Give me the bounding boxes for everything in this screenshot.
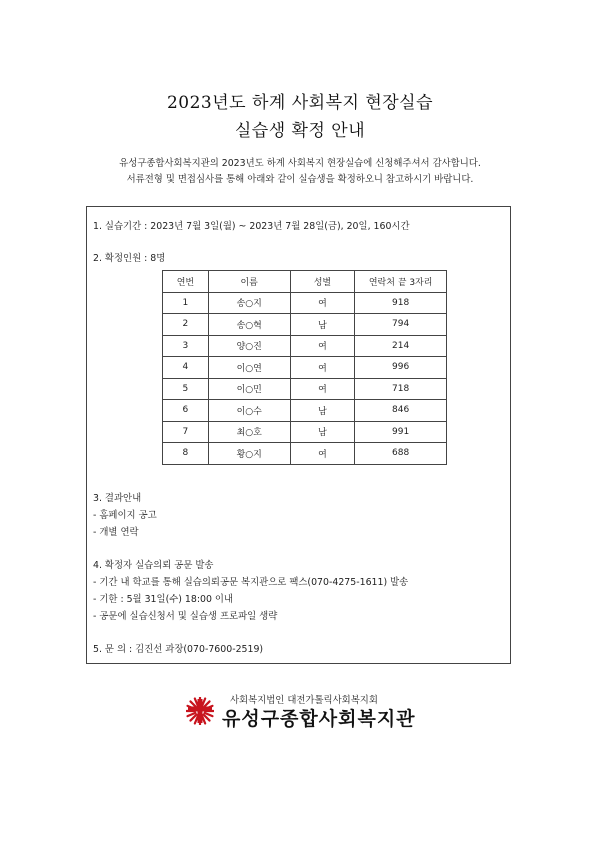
section-count: 2. 확정인원 : 8명 (93, 253, 166, 264)
cell-gender: 남 (290, 421, 355, 443)
table-row (163, 378, 447, 400)
cell-gender: 여 (290, 292, 355, 314)
cell-name: 이○수 (208, 400, 290, 422)
header-gender: 성별 (290, 271, 355, 293)
cell-name: 송○혁 (208, 314, 290, 336)
cell-number: 5 (163, 378, 209, 400)
table-row (163, 335, 447, 357)
table-row (163, 400, 447, 422)
cell-phone: 991 (355, 421, 447, 443)
header-name: 이름 (208, 271, 290, 293)
cell-number: 7 (163, 421, 209, 443)
cell-gender: 남 (290, 314, 355, 336)
cell-gender: 남 (290, 400, 355, 422)
cell-name: 이○민 (208, 378, 290, 400)
cell-name: 이○연 (208, 357, 290, 379)
cell-phone: 846 (355, 400, 447, 422)
document-title: 2023년도 하계 사회복지 현장실습 (166, 93, 434, 113)
cell-name: 양○진 (208, 335, 290, 357)
section-letter-heading: 4. 확정자 실습의뢰 공문 발송 (93, 560, 214, 571)
cell-gender: 여 (290, 378, 355, 400)
cell-gender: 여 (290, 357, 355, 379)
cell-phone: 214 (355, 335, 447, 357)
caritas-cross-logo-icon (186, 697, 214, 725)
table-row (163, 357, 447, 379)
cell-gender: 여 (290, 443, 355, 465)
cell-phone: 718 (355, 378, 447, 400)
cell-number: 1 (163, 292, 209, 314)
cell-number: 8 (163, 443, 209, 465)
cell-number: 3 (163, 335, 209, 357)
footer-foundation: 사회복지법인 대전가톨릭사회복지회 (230, 695, 378, 706)
table-row (163, 314, 447, 336)
table-row (163, 443, 447, 465)
result-item-contact: - 개별 연락 (93, 527, 139, 538)
cell-name: 최○호 (208, 421, 290, 443)
intern-table (162, 270, 447, 465)
cell-phone: 688 (355, 443, 447, 465)
document-subtitle: 실습생 확정 안내 (234, 121, 366, 141)
cell-name: 송○지 (208, 292, 290, 314)
cell-phone: 794 (355, 314, 447, 336)
letter-item-fax: - 기간 내 학교를 통해 실습의뢰공문 복지관으로 팩스(070-4275-1611) 발송 (93, 577, 409, 588)
table-header-row (163, 271, 447, 293)
cell-number: 2 (163, 314, 209, 336)
header-number: 연번 (163, 271, 209, 293)
cell-number: 4 (163, 357, 209, 379)
section-period: 1. 실습기간 : 2023년 7월 3일(월) ~ 2023년 7월 28일(금), 20일, 160시간 (93, 221, 410, 232)
cell-phone: 918 (355, 292, 447, 314)
cell-name: 황○지 (208, 443, 290, 465)
letter-item-deadline: - 기한 : 5월 31일(수) 18:00 이내 (93, 594, 234, 605)
letter-item-omit: - 공문에 실습신청서 및 실습생 프로파일 생략 (93, 611, 278, 622)
intro-line-2: 서류전형 및 면접심사를 통해 아래와 같이 실습생을 확정하오니 참고하시기 바랍니다. (126, 174, 474, 185)
section-result-heading: 3. 결과안내 (93, 493, 142, 504)
intro-line-1: 유성구종합사회복지관의 2023년도 하계 사회복지 현장실습에 신청해주셔서 감사합니다. (119, 158, 481, 169)
cell-number: 6 (163, 400, 209, 422)
result-item-homepage: - 홈페이지 공고 (93, 510, 157, 521)
table-row (163, 421, 447, 443)
table-row (163, 292, 447, 314)
section-contact: 5. 문 의 : 김진선 과장(070-7600-2519) (93, 644, 264, 655)
header-phone: 연락처 끝 3자리 (355, 271, 447, 293)
cell-phone: 996 (355, 357, 447, 379)
organization-name: 유성구종합사회복지관 (222, 708, 416, 730)
cell-gender: 여 (290, 335, 355, 357)
